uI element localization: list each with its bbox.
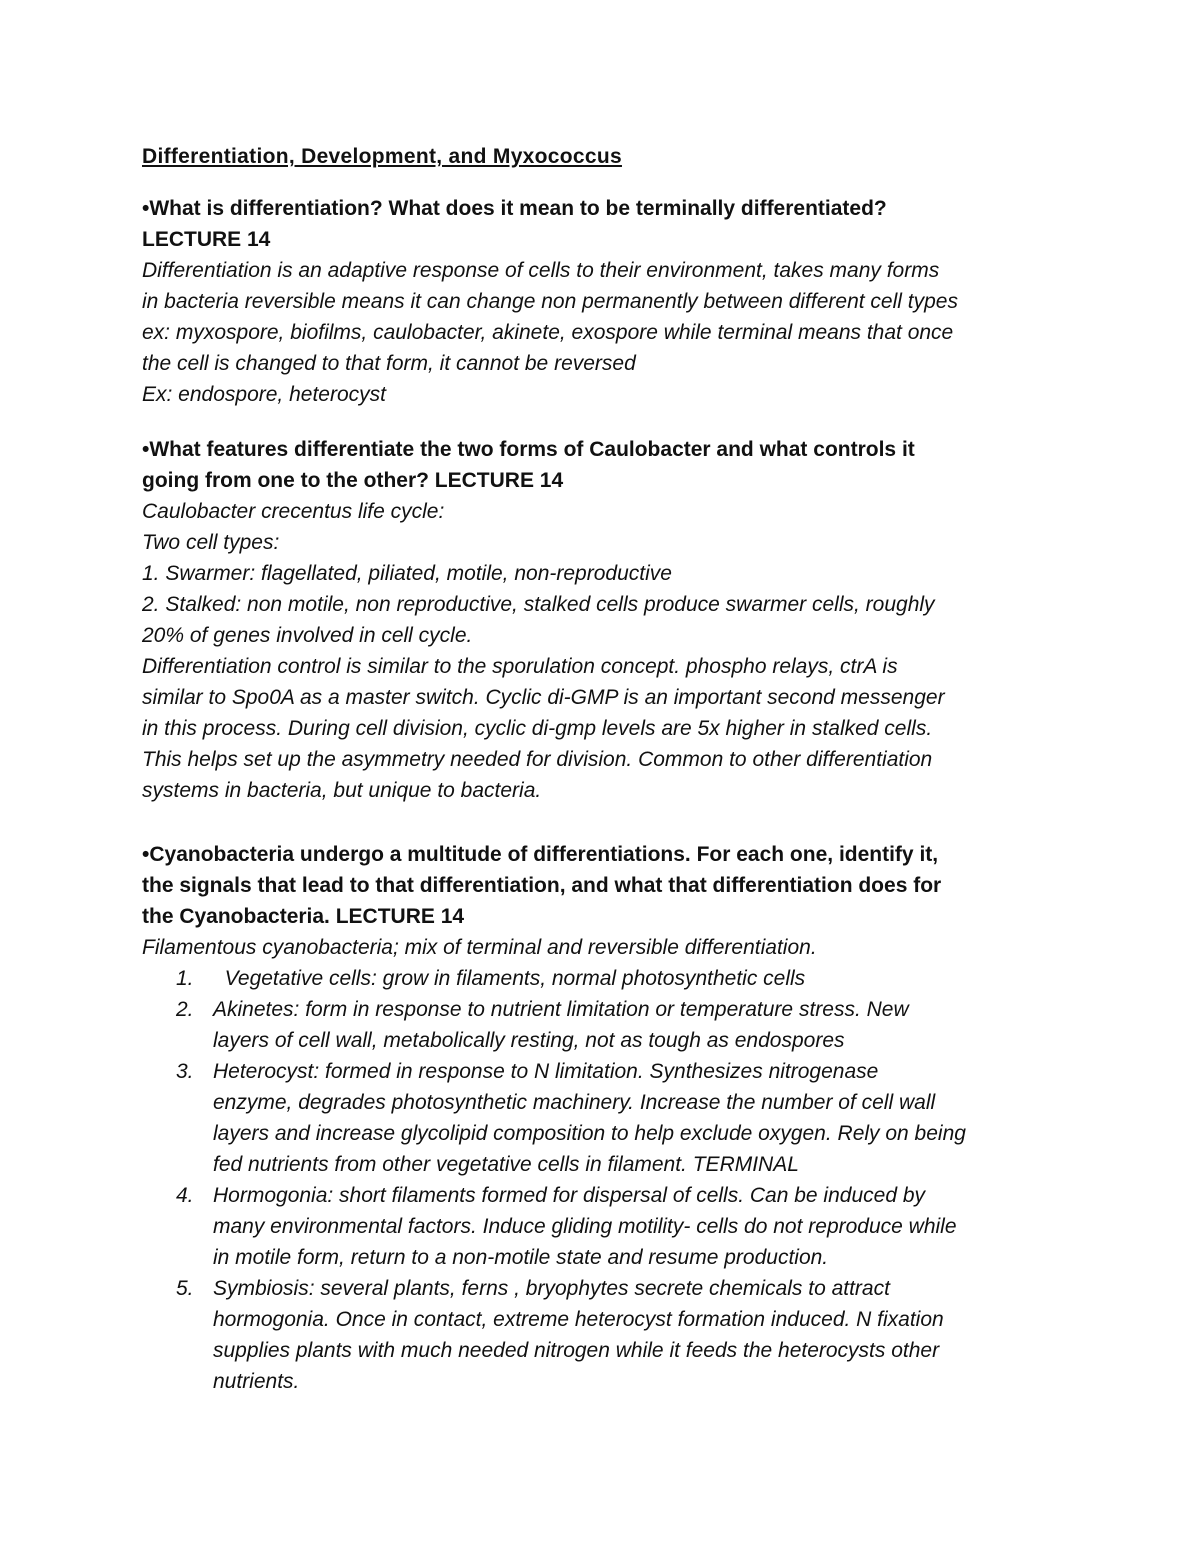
list-line: layers of cell wall, metabolically resting, not as tough as endospores xyxy=(213,1029,845,1052)
list-line: Symbiosis: several plants, ferns , bryophytes secrete chemicals to attract xyxy=(213,1277,890,1300)
list-line: in motile form, return to a non-motile state and resume production. xyxy=(213,1246,829,1269)
list-line: nutrients. xyxy=(213,1370,300,1393)
list-line: Hormogonia: short filaments formed for dispersal of cells. Can be induced by xyxy=(213,1184,926,1207)
question-heading xyxy=(142,434,1072,496)
question-line: •What is differentiation? What does it mean to be terminally differentiated? xyxy=(142,197,887,220)
list-item xyxy=(142,1273,1072,1397)
answer-line: in bacteria reversible means it can change non permanently between different cell types xyxy=(142,290,958,313)
answer-line: ex: myxospore, biofilms, caulobacter, akinete, exospore while terminal means that once xyxy=(142,321,954,344)
answer-line: Two cell types: xyxy=(142,531,280,554)
list-number: 1. xyxy=(176,967,194,990)
list-number: 3. xyxy=(176,1060,194,1083)
list-line: Akinetes: form in response to nutrient limitation or temperature stress. New xyxy=(213,998,909,1021)
question-heading xyxy=(142,193,1072,255)
answer-line: similar to Spo0A as a master switch. Cyclic di-GMP is an important second messenger xyxy=(142,686,945,709)
document-title: Differentiation, Development, and Myxococcus xyxy=(142,145,622,168)
answer-line: the cell is changed to that form, it cannot be reversed xyxy=(142,352,636,375)
document-page xyxy=(142,141,1072,1397)
answer-line: 1. Swarmer: flagellated, piliated, motile, non-reproductive xyxy=(142,562,672,585)
answer-line: Differentiation is an adaptive response of cells to their environment, takes many forms xyxy=(142,259,940,282)
answer-text xyxy=(142,496,1072,806)
answer-line: 2. Stalked: non motile, non reproductive, stalked cells produce swarmer cells, roughly xyxy=(142,593,935,616)
answer-line: Caulobacter crecentus life cycle: xyxy=(142,500,445,523)
list-number: 2. xyxy=(176,998,194,1021)
list-line: hormogonia. Once in contact, extreme heterocyst formation induced. N fixation xyxy=(213,1308,944,1331)
list-line: fed nutrients from other vegetative cells in filament. TERMINAL xyxy=(213,1153,799,1176)
list-line: Heterocyst: formed in response to N limitation. Synthesizes nitrogenase xyxy=(213,1060,879,1083)
list-line: enzyme, degrades photosynthetic machinery. Increase the number of cell wall xyxy=(213,1091,936,1114)
question-heading xyxy=(142,839,1072,932)
answer-line: Differentiation control is similar to the sporulation concept. phospho relays, ctrA is xyxy=(142,655,898,678)
question-line: •Cyanobacteria undergo a multitude of differentiations. For each one, identify it, xyxy=(142,843,939,866)
answer-line: Ex: endospore, heterocyst xyxy=(142,383,386,406)
section-cyanobacteria xyxy=(142,839,1072,1397)
list-number: 5. xyxy=(176,1277,194,1300)
list-item xyxy=(142,994,1072,1056)
list-line: layers and increase glycolipid composition to help exclude oxygen. Rely on being xyxy=(213,1122,966,1145)
answer-line: 20% of genes involved in cell cycle. xyxy=(142,624,473,647)
differentiation-list xyxy=(142,963,1072,1397)
section-differentiation xyxy=(142,193,1072,410)
question-line: the signals that lead to that differentiation, and what that differentiation does for xyxy=(142,874,942,897)
answer-line: in this process. During cell division, cyclic di-gmp levels are 5x higher in stalked cells. xyxy=(142,717,933,740)
answer-text xyxy=(142,255,1072,410)
list-item xyxy=(142,1056,1072,1180)
answer-line: This helps set up the asymmetry needed for division. Common to other differentiation xyxy=(142,748,933,771)
question-line: going from one to the other? LECTURE 14 xyxy=(142,469,564,492)
question-line: the Cyanobacteria. LECTURE 14 xyxy=(142,905,465,928)
list-line: Vegetative cells: grow in filaments, normal photosynthetic cells xyxy=(213,967,806,990)
list-line: supplies plants with much needed nitrogen while it feeds the heterocysts other xyxy=(213,1339,940,1362)
question-line: •What features differentiate the two forms of Caulobacter and what controls it xyxy=(142,438,915,461)
answer-intro: Filamentous cyanobacteria; mix of terminal and reversible differentiation. xyxy=(142,936,817,959)
question-line: LECTURE 14 xyxy=(142,228,271,251)
list-item xyxy=(142,963,1072,994)
answer-line: systems in bacteria, but unique to bacteria. xyxy=(142,779,542,802)
list-line: many environmental factors. Induce gliding motility- cells do not reproduce while xyxy=(213,1215,957,1238)
list-item xyxy=(142,1180,1072,1273)
list-number: 4. xyxy=(176,1184,194,1207)
section-caulobacter xyxy=(142,434,1072,806)
